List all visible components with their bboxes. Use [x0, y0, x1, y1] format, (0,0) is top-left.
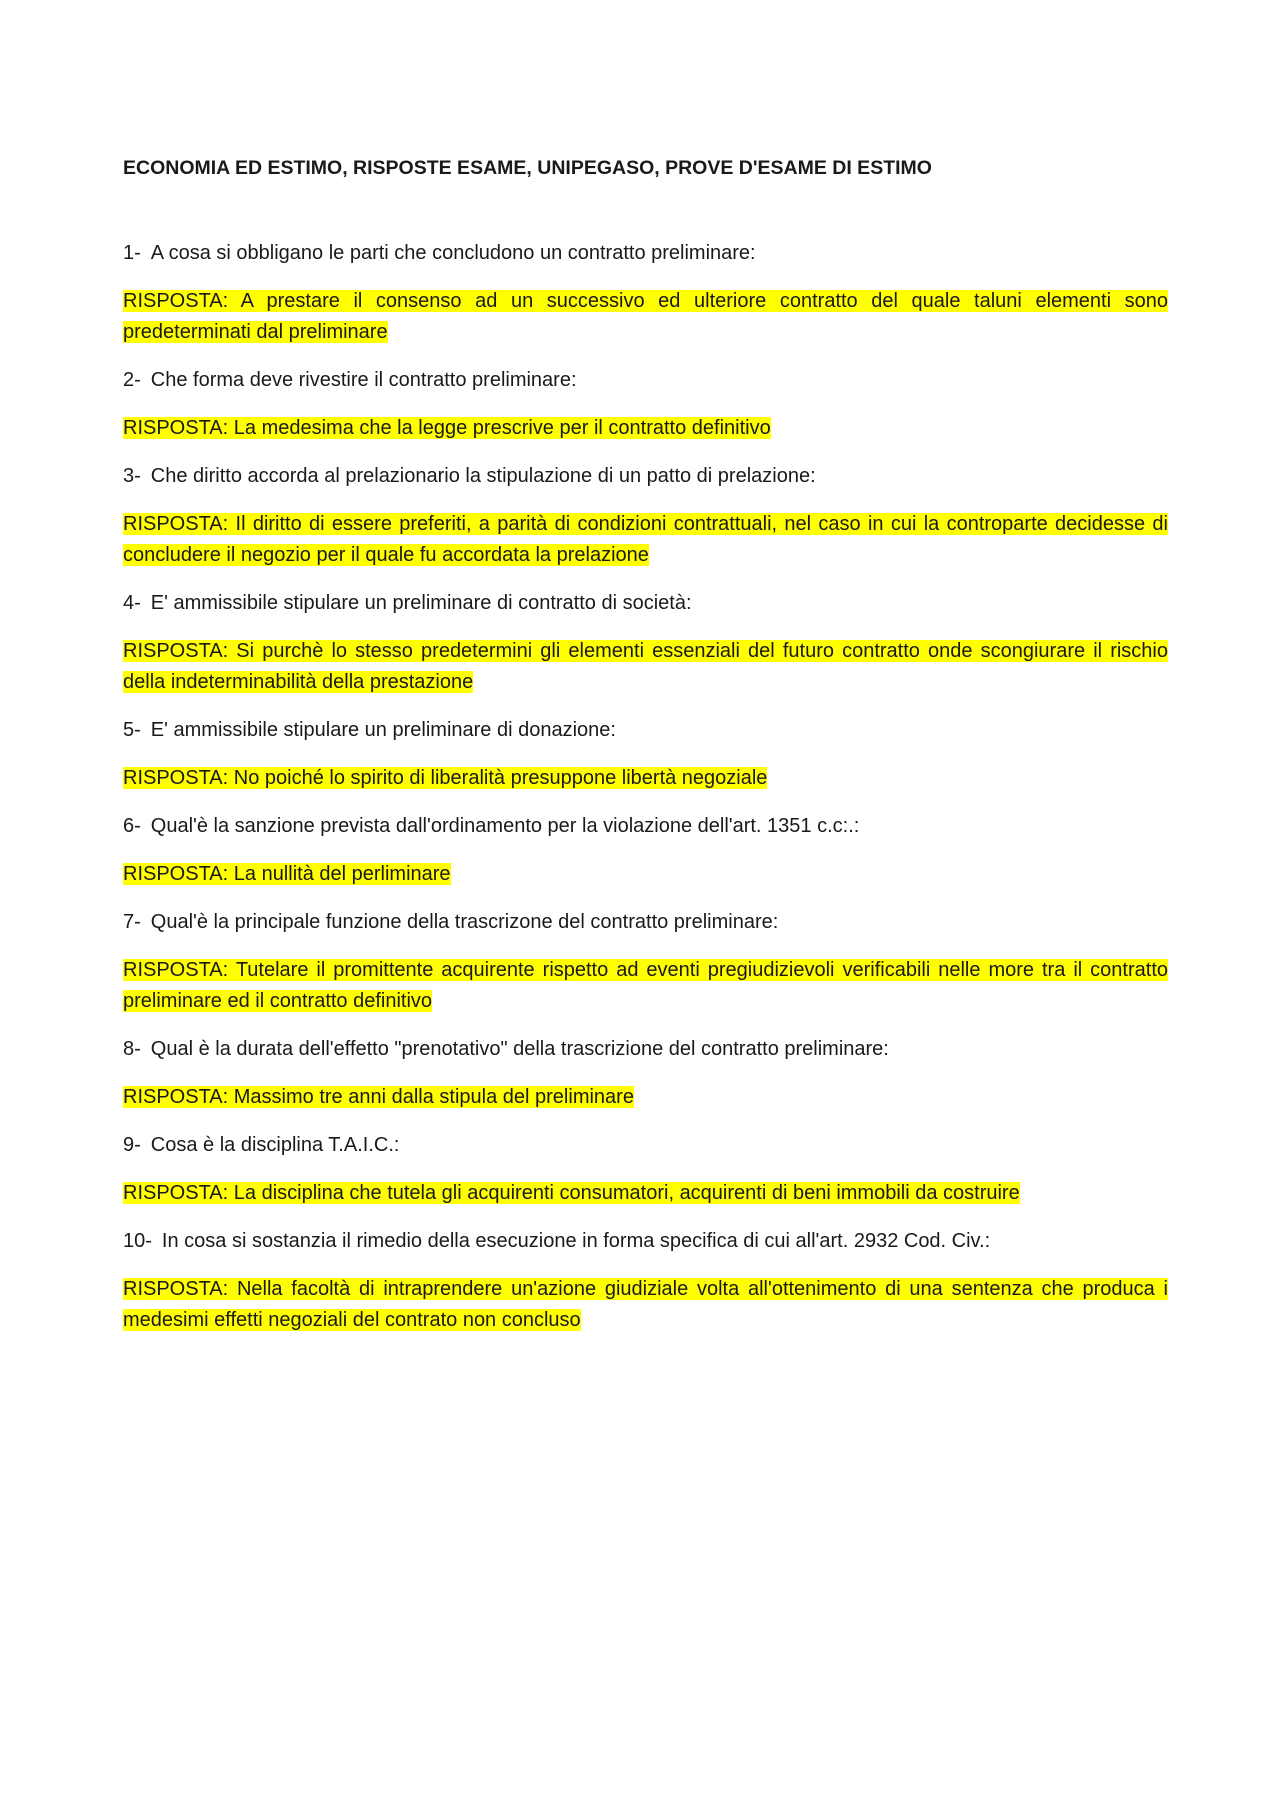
question-number: 6-: [123, 815, 141, 837]
question-text: A cosa si obbligano le parti che concludono un contratto preliminare:: [150, 242, 756, 264]
question-number: 7-: [123, 911, 141, 933]
answer: [123, 286, 1168, 348]
question: [123, 907, 1168, 938]
answer: [123, 955, 1168, 1017]
question-text: In cosa si sostanzia il rimedio della esecuzione in forma specifica di cui all'art. 2932 Cod. Civ.:: [161, 1230, 991, 1252]
question-number: 3-: [123, 465, 141, 487]
question-number: 8-: [123, 1038, 141, 1060]
question: [123, 1226, 1168, 1257]
qa-item-2: [123, 365, 1168, 444]
qa-item-6: [123, 811, 1168, 890]
question-text: E' ammissibile stipulare un preliminare di donazione:: [150, 719, 616, 741]
question: [123, 811, 1168, 842]
answer-highlight: RISPOSTA: La nullità del perliminare: [123, 863, 451, 885]
qa-item-3: [123, 461, 1168, 571]
question: [123, 238, 1168, 269]
qa-item-8: [123, 1034, 1168, 1113]
answer: [123, 1274, 1168, 1336]
qa-item-7: [123, 907, 1168, 1017]
question-number: 2-: [123, 369, 141, 391]
question-number: 5-: [123, 719, 141, 741]
answer-highlight: RISPOSTA: Si purchè lo stesso predetermini gli elementi essenziali del futuro contratto onde scongiurare il rischio della indeterminabilità della prestazione: [123, 640, 1168, 693]
answer: [123, 1178, 1168, 1209]
answer: [123, 636, 1168, 698]
question-number: 1-: [123, 242, 141, 264]
answer: [123, 763, 1168, 794]
answer-highlight: RISPOSTA: Nella facoltà di intraprendere un'azione giudiziale volta all'ottenimento di una sentenza che produca i medesimi effetti negoziali del contrato non concluso: [123, 1278, 1168, 1331]
qa-item-10: [123, 1226, 1168, 1336]
question-text: Che forma deve rivestire il contratto preliminare:: [150, 369, 577, 391]
question: [123, 365, 1168, 396]
answer: [123, 413, 1168, 444]
answer-highlight: RISPOSTA: Il diritto di essere preferiti, a parità di condizioni contrattuali, nel caso in cui la controparte decidesse di concludere il negozio per il quale fu accordata la prelazione: [123, 513, 1168, 566]
question-text: Che diritto accorda al prelazionario la stipulazione di un patto di prelazione:: [150, 465, 816, 487]
question-number: 10-: [123, 1230, 152, 1252]
answer-highlight: RISPOSTA: La medesima che la legge prescrive per il contratto definitivo: [123, 417, 771, 439]
document-title: ECONOMIA ED ESTIMO, RISPOSTE ESAME, UNIPEGASO, PROVE D'ESAME DI ESTIMO: [123, 157, 932, 179]
qa-item-9: [123, 1130, 1168, 1209]
question: [123, 588, 1168, 619]
answer-highlight: RISPOSTA: Massimo tre anni dalla stipula del preliminare: [123, 1086, 634, 1108]
question: [123, 1034, 1168, 1065]
answer: [123, 1082, 1168, 1113]
answer-highlight: RISPOSTA: La disciplina che tutela gli acquirenti consumatori, acquirenti di beni immobili da costruire: [123, 1182, 1020, 1204]
question-number: 9-: [123, 1134, 141, 1156]
question-text: Cosa è la disciplina T.A.I.C.:: [150, 1134, 400, 1156]
question: [123, 715, 1168, 746]
question: [123, 461, 1168, 492]
answer-highlight: RISPOSTA: Tutelare il promittente acquirente rispetto ad eventi pregiudizievoli verificabili nelle more tra il contratto preliminare ed il contratto definitivo: [123, 959, 1168, 1012]
question: [123, 1130, 1168, 1161]
question-text: Qual è la durata dell'effetto "prenotativo" della trascrizione del contratto preliminare:: [150, 1038, 889, 1060]
question-text: Qual'è la principale funzione della trascrizone del contratto preliminare:: [150, 911, 779, 933]
question-number: 4-: [123, 592, 141, 614]
answer: [123, 859, 1168, 890]
qa-item-4: [123, 588, 1168, 698]
answer-highlight: RISPOSTA: A prestare il consenso ad un successivo ed ulteriore contratto del quale taluni elementi sono predeterminati dal preliminare: [123, 290, 1168, 343]
qa-item-1: [123, 238, 1168, 348]
answer: [123, 509, 1168, 571]
qa-item-5: [123, 715, 1168, 794]
answer-highlight: RISPOSTA: No poiché lo spirito di liberalità presuppone libertà negoziale: [123, 767, 768, 789]
question-text: Qual'è la sanzione prevista dall'ordinamento per la violazione dell'art. 1351 c.c:.:: [150, 815, 860, 837]
question-text: E' ammissibile stipulare un preliminare di contratto di società:: [150, 592, 692, 614]
